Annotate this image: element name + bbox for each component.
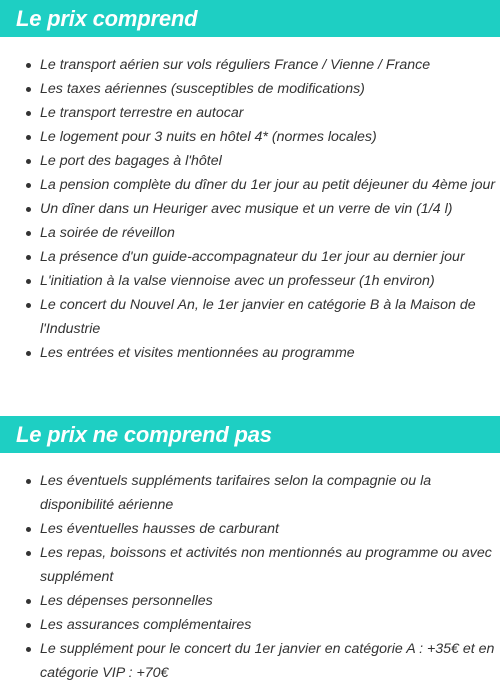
list-item xyxy=(0,269,500,293)
included-header xyxy=(0,0,500,37)
list-item-text: Les éventuels suppléments tarifaires selon la compagnie ou la disponibilité aérienne xyxy=(40,473,432,513)
list-item xyxy=(0,125,500,149)
bullet-icon xyxy=(26,351,31,356)
list-item xyxy=(0,53,500,77)
list-item-text: Le transport terrestre en autocar xyxy=(40,105,244,121)
bullet-icon xyxy=(26,303,31,308)
bullet-icon xyxy=(26,479,31,484)
bullet-icon xyxy=(26,527,31,532)
list-item-text: La pension complète du dîner du 1er jour au petit déjeuner du 4ème jour xyxy=(40,177,496,193)
excluded-list xyxy=(0,453,500,685)
bullet-icon xyxy=(26,207,31,212)
included-list xyxy=(0,37,500,365)
bullet-icon xyxy=(26,255,31,260)
bullet-icon xyxy=(26,183,31,188)
list-item xyxy=(0,589,500,613)
list-item-text: Le concert du Nouvel An, le 1er janvier en catégorie B à la Maison de l'Industrie xyxy=(40,297,476,337)
list-item-text: Un dîner dans un Heuriger avec musique et un verre de vin (1/4 l) xyxy=(40,201,453,217)
bullet-icon xyxy=(26,279,31,284)
list-item-text: Les éventuelles hausses de carburant xyxy=(40,521,279,537)
bullet-icon xyxy=(26,551,31,556)
list-item-text: L'initiation à la valse viennoise avec un professeur (1h environ) xyxy=(40,273,435,289)
list-item-text: Les assurances complémentaires xyxy=(40,617,252,633)
list-item xyxy=(0,173,500,197)
list-item-text: Les taxes aériennes (susceptibles de modifications) xyxy=(40,81,365,97)
included-title: Le prix comprend xyxy=(16,5,198,31)
list-item xyxy=(0,221,500,245)
bullet-icon xyxy=(26,135,31,140)
list-item xyxy=(0,517,500,541)
list-item-text: Le supplément pour le concert du 1er janvier en catégorie A : +35€ et en catégorie VIP : +70€ xyxy=(40,641,495,681)
excluded-header xyxy=(0,416,500,453)
list-item xyxy=(0,77,500,101)
list-item xyxy=(0,637,500,685)
list-item-text: Les repas, boissons et activités non mentionnés au programme ou avec supplément xyxy=(40,545,492,585)
list-item xyxy=(0,197,500,221)
list-item-text: Les entrées et visites mentionnées au programme xyxy=(40,345,355,361)
excluded-section xyxy=(0,416,500,685)
bullet-icon xyxy=(26,647,31,652)
list-item xyxy=(0,613,500,637)
list-item xyxy=(0,149,500,173)
list-item xyxy=(0,245,500,269)
list-item xyxy=(0,101,500,125)
list-item-text: La présence d'un guide-accompagnateur du 1er jour au dernier jour xyxy=(40,249,465,265)
bullet-icon xyxy=(26,231,31,236)
bullet-icon xyxy=(26,87,31,92)
bullet-icon xyxy=(26,599,31,604)
list-item xyxy=(0,541,500,589)
list-item xyxy=(0,293,500,341)
list-item-text: Les dépenses personnelles xyxy=(40,593,213,609)
list-item-text: La soirée de réveillon xyxy=(40,225,175,241)
list-item xyxy=(0,469,500,517)
list-item-text: Le logement pour 3 nuits en hôtel 4* (normes locales) xyxy=(40,129,377,145)
list-item-text: Le transport aérien sur vols réguliers France / Vienne / France xyxy=(40,57,431,73)
bullet-icon xyxy=(26,63,31,68)
excluded-title: Le prix ne comprend pas xyxy=(16,421,272,447)
list-item-text: Le port des bagages à l'hôtel xyxy=(40,153,222,169)
list-item xyxy=(0,341,500,365)
bullet-icon xyxy=(26,159,31,164)
bullet-icon xyxy=(26,623,31,628)
bullet-icon xyxy=(26,111,31,116)
